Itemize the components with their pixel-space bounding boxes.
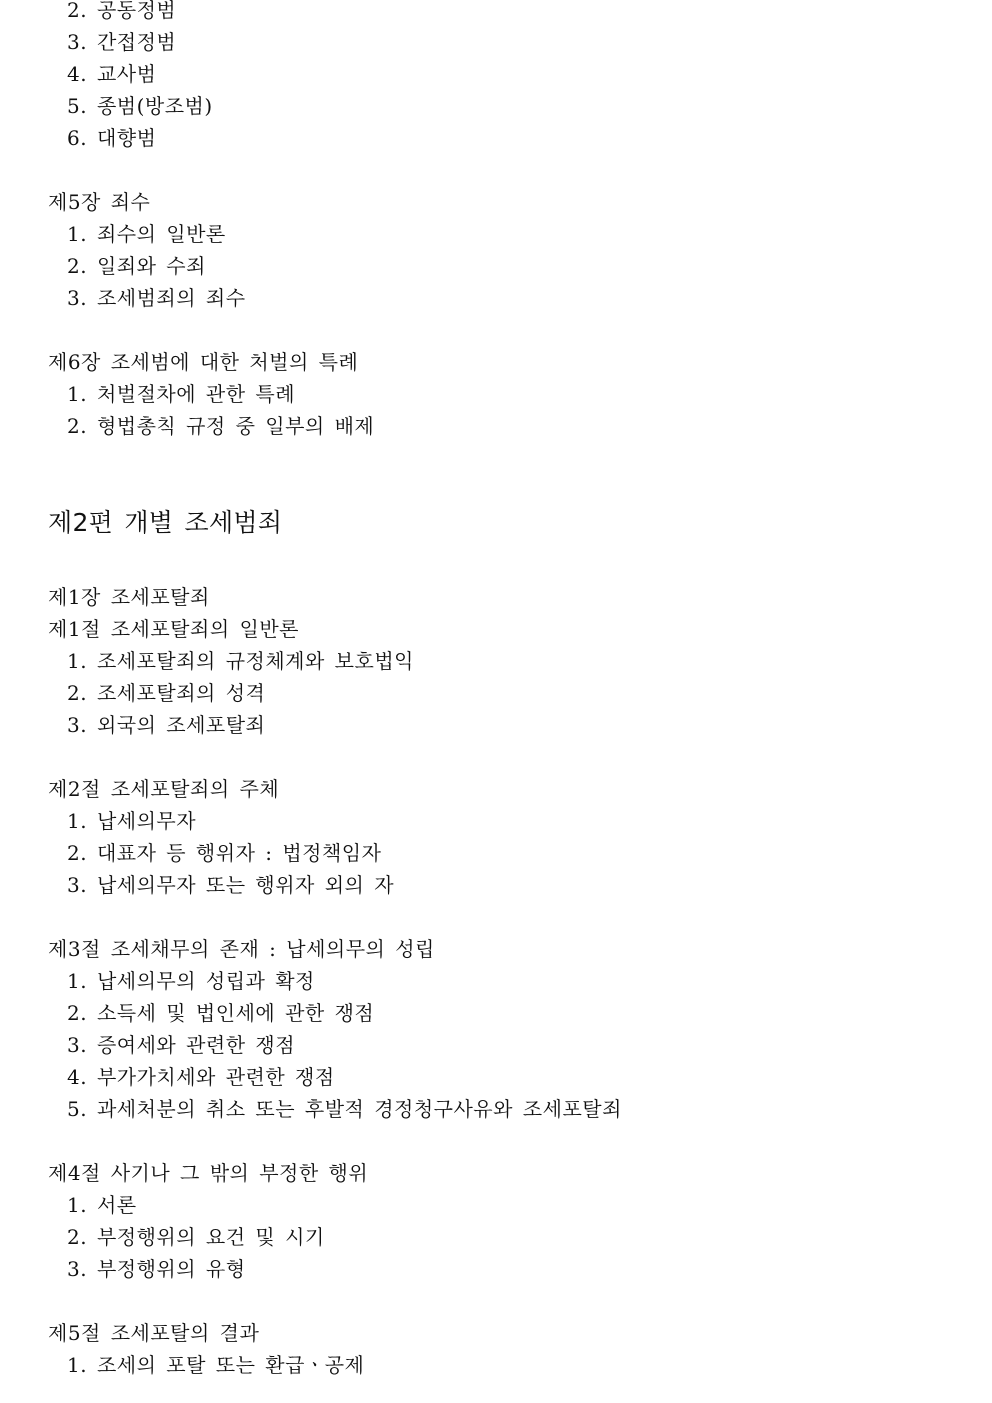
section-heading: 제2절 조세포탈죄의 주체: [48, 777, 280, 801]
toc-item: 2. 공동정범: [67, 0, 177, 22]
section-heading: 제4절 사기나 그 밖의 부정한 행위: [48, 1161, 369, 1185]
toc-item: 3. 간접정범: [67, 30, 177, 54]
section-heading: 제3절 조세채무의 존재 : 납세의무의 성립: [48, 937, 435, 961]
toc-item: 3. 조세범죄의 죄수: [67, 286, 246, 310]
section-heading: 제1절 조세포탈죄의 일반론: [48, 617, 299, 641]
toc-item: 1. 서론: [67, 1193, 137, 1217]
toc-item: 3. 외국의 조세포탈죄: [67, 713, 266, 737]
toc-item: 1. 납세의무의 성립과 확정: [67, 969, 315, 993]
chapter-heading: 제1장 조세포탈죄: [48, 585, 210, 609]
toc-item: 4. 교사범: [67, 62, 157, 86]
toc-item: 1. 조세의 포탈 또는 환급ㆍ공제: [67, 1353, 365, 1377]
toc-item: 2. 조세포탈죄의 성격: [67, 681, 266, 705]
chapter-heading: 제5장 죄수: [48, 190, 151, 214]
toc-item: 2. 형법총칙 규정 중 일부의 배제: [67, 414, 375, 438]
toc-item: 1. 처벌절차에 관한 특례: [67, 382, 296, 406]
toc-item: 3. 부정행위의 유형: [67, 1257, 246, 1281]
toc-item: 1. 납세의무자: [67, 809, 197, 833]
toc-item: 3. 납세의무자 또는 행위자 외의 자: [67, 873, 395, 897]
toc-item: 2. 소득세 및 법인세에 관한 쟁점: [67, 1001, 375, 1025]
toc-item: 6. 대향범: [67, 126, 157, 150]
toc-item: 2. 일죄와 수죄: [67, 254, 206, 278]
toc-item: 1. 조세포탈죄의 규정체계와 보호법익: [67, 649, 414, 673]
toc-item: 5. 과세처분의 취소 또는 후발적 경정청구사유와 조세포탈죄: [67, 1097, 622, 1121]
part-title: 제2편 개별 조세범죄: [48, 508, 283, 537]
toc-item: 2. 부정행위의 요건 및 시기: [67, 1225, 325, 1249]
toc-item: 4. 부가가치세와 관련한 쟁점: [67, 1065, 335, 1089]
toc-item: 5. 종범(방조범): [67, 94, 213, 118]
section-heading: 제5절 조세포탈의 결과: [48, 1321, 260, 1345]
toc-item: 3. 증여세와 관련한 쟁점: [67, 1033, 296, 1057]
toc-item: 1. 죄수의 일반론: [67, 222, 226, 246]
toc-item: 2. 대표자 등 행위자 : 법정책임자: [67, 841, 382, 865]
chapter-heading: 제6장 조세범에 대한 처벌의 특례: [48, 350, 359, 374]
